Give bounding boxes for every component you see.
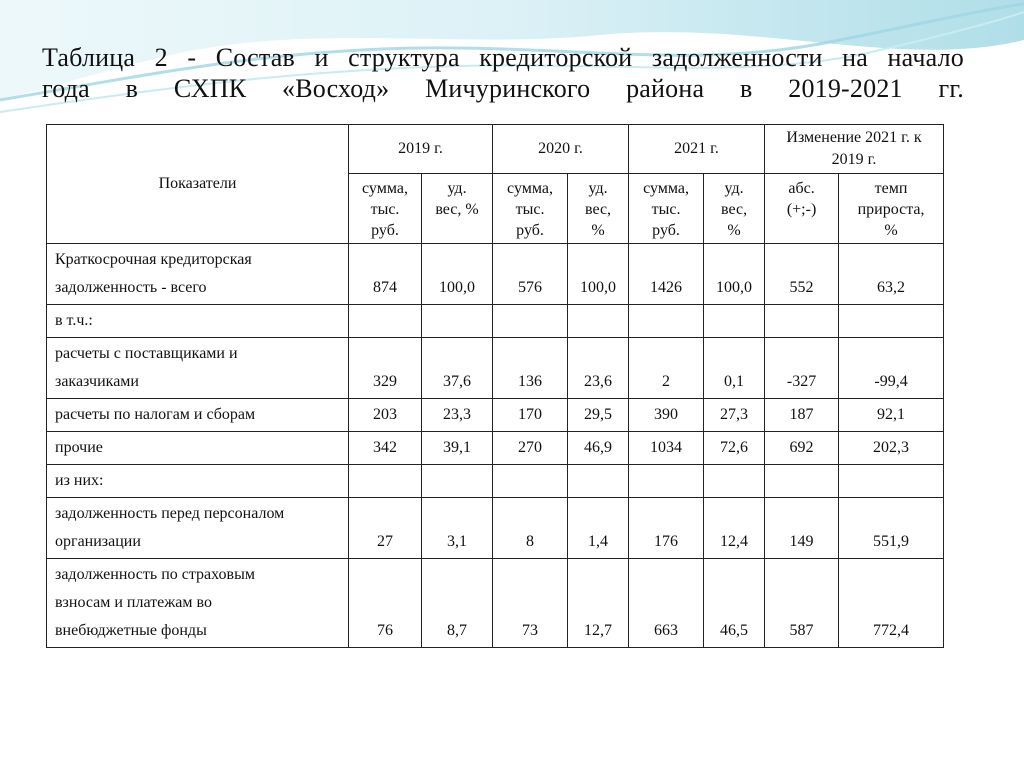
table-row: [47, 399, 944, 432]
payables-table: [46, 124, 944, 648]
table-cell: [422, 465, 493, 498]
table-cell: 342: [349, 432, 422, 465]
table-cell: 692: [765, 432, 839, 465]
table-cell: 27: [349, 498, 422, 559]
row-label-line: задолженность - всего: [55, 279, 207, 296]
sub-header-share: [422, 174, 493, 244]
year-header: 2021 г.: [629, 125, 765, 174]
table-row: [47, 432, 944, 465]
table-cell: [765, 305, 839, 338]
table-cell: [493, 465, 568, 498]
table-cell: 12,7: [568, 559, 629, 648]
table-cell: 390: [629, 399, 704, 432]
sub-header-line: сумма,: [507, 180, 553, 197]
sub-header-line: (+;-): [786, 201, 817, 218]
sub-header-line: вес,: [584, 201, 612, 218]
sub-header-line: руб.: [652, 222, 680, 239]
table-cell: 73: [493, 559, 568, 648]
row-label: [47, 465, 349, 498]
indicator-header: Показатели: [47, 125, 349, 244]
row-label-line: Краткосрочная кредиторская: [55, 251, 252, 268]
sub-header-line: руб.: [371, 222, 399, 239]
table-cell: 100,0: [704, 244, 765, 305]
table-cell: [349, 465, 422, 498]
table-cell: 23,3: [422, 399, 493, 432]
row-label: [47, 432, 349, 465]
table-cell: 551,9: [839, 498, 944, 559]
table-title: [42, 42, 964, 104]
table-cell: 1034: [629, 432, 704, 465]
table-cell: [839, 305, 944, 338]
table-cell: [839, 465, 944, 498]
table-cell: 12,4: [704, 498, 765, 559]
sub-header-line: сумма,: [643, 180, 689, 197]
table-cell: 772,4: [839, 559, 944, 648]
table-row: [47, 244, 944, 305]
sub-header-abs: [765, 174, 839, 244]
row-label: [47, 399, 349, 432]
title-line-1: Таблица 2 - Состав и структура кредиторской задолженности на начало: [42, 43, 964, 72]
table-cell: 3,1: [422, 498, 493, 559]
table-cell: 46,5: [704, 559, 765, 648]
table-row: [47, 559, 944, 648]
table-cell: 136: [493, 338, 568, 399]
year-header: 2019 г.: [349, 125, 493, 174]
title-line-2: года в СХПК «Восход» Мичуринского района в 2019-2021 гг.: [42, 74, 964, 103]
table-row: [47, 498, 944, 559]
table-cell: 100,0: [422, 244, 493, 305]
sub-header-line: тыс.: [370, 201, 400, 218]
sub-header-line: сумма,: [362, 180, 408, 197]
row-label-line: внебюджетные фонды: [55, 622, 207, 639]
table-cell: 0,1: [704, 338, 765, 399]
sub-header-line: прироста,: [857, 201, 925, 218]
table-cell: [349, 305, 422, 338]
table-cell: [704, 305, 765, 338]
row-label: [47, 244, 349, 305]
sub-header-line: вес, %: [435, 201, 479, 218]
row-label-line: организации: [55, 533, 141, 550]
table-cell: 37,6: [422, 338, 493, 399]
table-cell: 176: [629, 498, 704, 559]
row-label: [47, 338, 349, 399]
table-cell: 72,6: [704, 432, 765, 465]
table-cell: 1426: [629, 244, 704, 305]
row-label-line: расчеты по налогам и сборам: [55, 406, 256, 423]
row-label-line: из них:: [55, 472, 104, 489]
table-cell: 76: [349, 559, 422, 648]
row-label: [47, 559, 349, 648]
table-cell: -99,4: [839, 338, 944, 399]
row-label-line: задолженность по страховым: [55, 566, 255, 583]
table-cell: 29,5: [568, 399, 629, 432]
sub-header-line: уд.: [588, 180, 608, 197]
table-cell: [629, 465, 704, 498]
row-label-line: расчеты с поставщиками и: [55, 345, 238, 362]
table-cell: 27,3: [704, 399, 765, 432]
row-label: [47, 498, 349, 559]
table-cell: 663: [629, 559, 704, 648]
year-header: 2020 г.: [493, 125, 629, 174]
sub-header-line: руб.: [516, 222, 544, 239]
sub-header-line: %: [884, 222, 898, 239]
row-label-line: прочие: [55, 439, 103, 456]
row-label: [47, 305, 349, 338]
table-cell: 187: [765, 399, 839, 432]
table-cell: 100,0: [568, 244, 629, 305]
row-label-line: в т.ч.:: [55, 312, 93, 329]
table-cell: [422, 305, 493, 338]
table-cell: 63,2: [839, 244, 944, 305]
sub-header-line: %: [591, 222, 605, 239]
header-row-years: [47, 125, 944, 174]
table-cell: 149: [765, 498, 839, 559]
row-label-line: заказчиками: [55, 373, 139, 390]
sub-header-share-alt: [568, 174, 629, 244]
table-cell: 587: [765, 559, 839, 648]
table-cell: [493, 305, 568, 338]
table-row: [47, 465, 944, 498]
table-cell: [704, 465, 765, 498]
row-label-line: задолженность перед персоналом: [55, 505, 285, 522]
table-cell: [568, 465, 629, 498]
table-cell: 329: [349, 338, 422, 399]
sub-header-line: тыс.: [651, 201, 681, 218]
table-cell: 23,6: [568, 338, 629, 399]
table-cell: [629, 305, 704, 338]
table-cell: 552: [765, 244, 839, 305]
change-header: Изменение 2021 г. к 2019 г.: [765, 125, 944, 174]
sub-header-sum: [349, 174, 422, 244]
table-cell: 2: [629, 338, 704, 399]
sub-header-line: %: [727, 222, 741, 239]
table-cell: 874: [349, 244, 422, 305]
sub-header-sum: [493, 174, 568, 244]
table-cell: 170: [493, 399, 568, 432]
sub-header-share-alt: [704, 174, 765, 244]
table-cell: 8: [493, 498, 568, 559]
table-cell: 1,4: [568, 498, 629, 559]
sub-header-line: абс.: [788, 180, 815, 197]
sub-header-line: уд.: [724, 180, 744, 197]
sub-header-sum: [629, 174, 704, 244]
table-row: [47, 305, 944, 338]
row-label-line: взносам и платежам во: [55, 594, 212, 611]
sub-header-line: темп: [874, 180, 908, 197]
table-cell: [765, 465, 839, 498]
table-cell: [568, 305, 629, 338]
table-cell: 8,7: [422, 559, 493, 648]
table-cell: 203: [349, 399, 422, 432]
sub-header-line: тыс.: [515, 201, 545, 218]
table-cell: 92,1: [839, 399, 944, 432]
table-cell: 576: [493, 244, 568, 305]
sub-header-line: уд.: [447, 180, 467, 197]
table-cell: 46,9: [568, 432, 629, 465]
table-cell: 39,1: [422, 432, 493, 465]
table-row: [47, 338, 944, 399]
sub-header-line: вес,: [721, 201, 748, 218]
sub-header-growth: [839, 174, 944, 244]
table-cell: 202,3: [839, 432, 944, 465]
table-cell: -327: [765, 338, 839, 399]
table-cell: 270: [493, 432, 568, 465]
